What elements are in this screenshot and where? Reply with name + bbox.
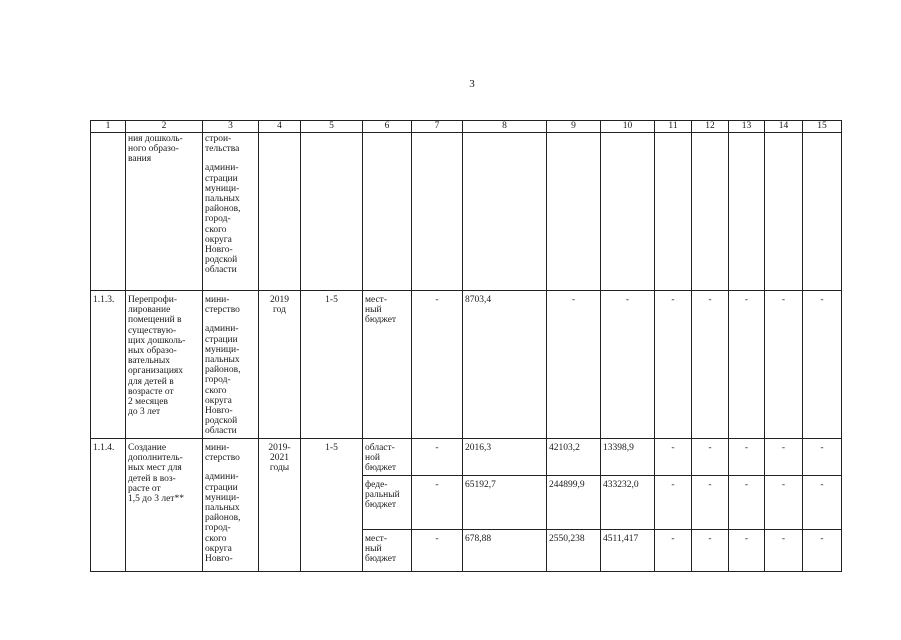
value-cell: - [547,291,601,439]
value-cell: - [729,439,765,476]
value-cell: - [803,291,842,439]
executor-line: админи- страции муници- пальных районов, город- ского округа Новго- родской области [205,324,241,437]
executor-line: мини- стерство [205,443,240,464]
column-number: 10 [601,121,655,133]
value-cell: - [655,291,692,439]
item-name-cell: Создание дополнитель- ных мест для детей в воз- расте от 1,5 до 3 лет** [126,439,203,572]
value-cell: 4511,417 [601,529,655,571]
program-table [90,120,842,572]
cell [363,133,412,291]
value-cell: - [412,529,463,571]
column-number-row [91,121,842,133]
item-number-cell: 1.1.4. [91,439,126,572]
cell [547,133,601,291]
value-cell: - [692,439,729,476]
cell [655,133,692,291]
value-cell: 42103,2 [547,439,601,476]
executor-cell [203,439,259,572]
value-cell: 244899,9 [547,475,601,529]
value-cell: 8703,4 [463,291,547,439]
table-row [91,291,842,439]
column-number: 12 [692,121,729,133]
value-cell: - [692,475,729,529]
value-cell: - [412,439,463,476]
value-cell: - [729,529,765,571]
value-cell: - [729,291,765,439]
value-cell: 678,88 [463,529,547,571]
value-cell: - [803,475,842,529]
column-number: 5 [301,121,363,133]
item-name-cell: Перепрофи- лирование помещений в существую- щих дошколь- ных образо- вательных организациях для детей в возрасте от 2 месяцев до 3 лет [126,291,203,439]
cell [259,133,301,291]
funding-source-cell: област- ной бюджет [363,439,412,476]
value-cell: 13398,9 [601,439,655,476]
target-cell: 1-5 [301,291,363,439]
cell [803,133,842,291]
executor-line: админи- страции муници- пальных районов, город- ского округа Новго- [205,472,241,565]
value-cell: - [765,439,803,476]
value-cell: - [601,291,655,439]
value-cell: - [803,439,842,476]
cell [463,133,547,291]
column-number: 14 [765,121,803,133]
value-cell: 433232,0 [601,475,655,529]
funding-source-cell: феде- ральный бюджет [363,475,412,529]
value-cell: - [765,529,803,571]
column-number: 1 [91,121,126,133]
value-cell: - [803,529,842,571]
table-row [91,439,842,476]
page-number: 3 [469,78,475,90]
value-cell: - [692,529,729,571]
item-name-cell: ния дошколь- ного образо- вания [126,133,203,291]
value-cell: - [765,475,803,529]
value-cell: - [729,475,765,529]
value-cell: 2550,238 [547,529,601,571]
column-number: 13 [729,121,765,133]
cell [601,133,655,291]
cell [412,133,463,291]
item-number-cell: 1.1.3. [91,291,126,439]
value-cell: - [692,291,729,439]
column-number: 8 [463,121,547,133]
column-number: 15 [803,121,842,133]
column-number: 2 [126,121,203,133]
value-cell: - [765,291,803,439]
target-cell: 1-5 [301,439,363,572]
column-number: 9 [547,121,601,133]
table-row [91,133,842,291]
cell [692,133,729,291]
executor-cell [203,291,259,439]
cell [301,133,363,291]
executor-line: мини- стерство [205,295,240,316]
value-cell: 65192,7 [463,475,547,529]
value-cell: - [655,439,692,476]
executor-line: строи- тельства [205,134,240,155]
cell [765,133,803,291]
executor-line: админи- страции муници- пальных районов, город- ского округа Новго- родской области [205,163,241,276]
value-cell: - [655,475,692,529]
column-number: 7 [412,121,463,133]
funding-source-cell: мест- ный бюджет [363,529,412,571]
cell [729,133,765,291]
column-number: 4 [259,121,301,133]
item-number-cell [91,133,126,291]
value-cell: - [412,291,463,439]
years-cell: 2019 год [259,291,301,439]
executor-cell [203,133,259,291]
value-cell: - [412,475,463,529]
funding-source-cell: мест- ный бюджет [363,291,412,439]
column-number: 6 [363,121,412,133]
column-number: 3 [203,121,259,133]
value-cell: 2016,3 [463,439,547,476]
column-number: 11 [655,121,692,133]
value-cell: - [655,529,692,571]
years-cell: 2019- 2021 годы [259,439,301,572]
